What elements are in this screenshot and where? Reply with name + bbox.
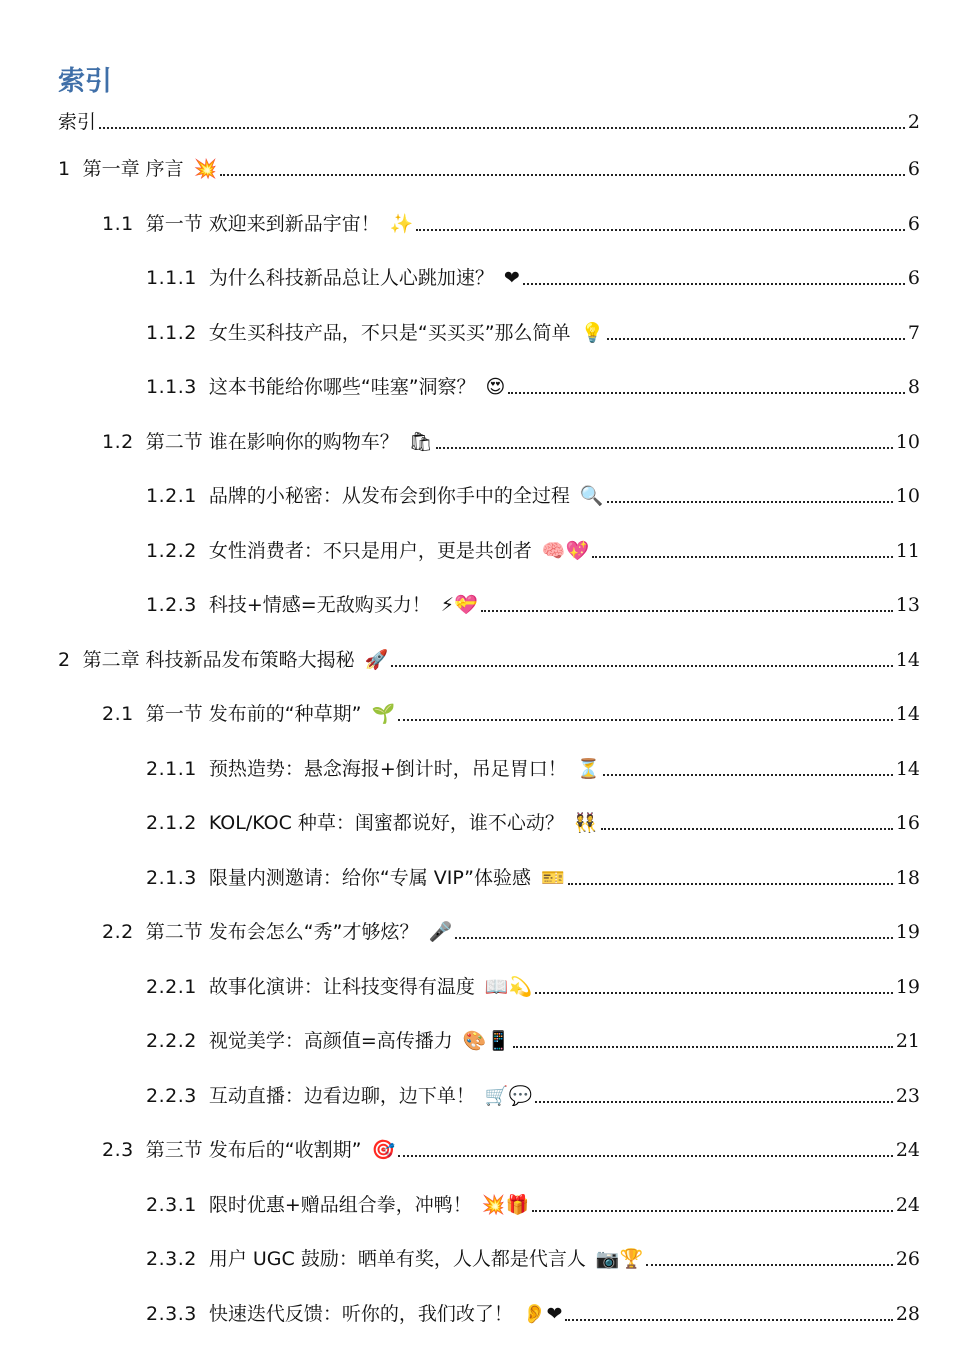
toc-entry[interactable] — [58, 469, 920, 524]
dot-leader — [607, 501, 893, 503]
dot-leader — [455, 937, 893, 939]
toc-entry-emoji-icon: ✨ — [389, 212, 414, 235]
dot-leader — [646, 1264, 893, 1266]
toc-entry[interactable] — [58, 1123, 920, 1178]
toc-entry-title: 第三节 发布后的“收割期” — [145, 1139, 362, 1162]
toc-entry-title: 科技+情感=无敌购买力！ — [208, 594, 431, 617]
toc-entry-title: 这本书能给你哪些“哇塞”洞察？ — [208, 376, 476, 399]
toc-entry-number: 1.1.1 — [146, 267, 197, 290]
toc-entry-emoji-icon: 🛍 — [408, 430, 433, 453]
toc-entry[interactable] — [58, 1287, 920, 1342]
toc-entry-number: 2.2.1 — [146, 975, 197, 998]
toc-entry-emoji-icon: 🛒💬 — [484, 1084, 533, 1107]
toc-entry-page-number: 10 — [895, 485, 920, 508]
toc-entry-emoji-icon: 😍 — [485, 376, 506, 399]
toc-entry[interactable] — [58, 306, 920, 361]
toc-entry[interactable] — [58, 1232, 920, 1287]
toc-entry-page-number: 19 — [895, 921, 920, 944]
toc-entry-number: 2.2.2 — [146, 1030, 197, 1053]
toc-entry-page-number: 28 — [895, 1302, 920, 1325]
toc-entry-number: 2.3.1 — [146, 1193, 197, 1216]
toc-entry-title: 快速迭代反馈：听你的，我们改了！ — [208, 1302, 513, 1325]
toc-entry-emoji-icon: 🧠💖 — [541, 539, 590, 562]
toc-entry-title: 品牌的小秘密：从发布会到你手中的全过程 — [208, 485, 570, 508]
toc-entry-number: 2.1 — [102, 703, 134, 726]
dot-leader — [508, 392, 905, 394]
toc-entry-title: 女性消费者：不只是用户，更是共创者 — [208, 539, 532, 562]
toc-entry-number: 1.2.3 — [146, 594, 197, 617]
toc-entry-page-number: 16 — [895, 812, 920, 835]
toc-entry[interactable] — [58, 687, 920, 742]
toc-entry-page-number: 14 — [895, 757, 920, 780]
dot-leader — [436, 447, 893, 449]
toc-entry[interactable] — [58, 905, 920, 960]
toc-entry-page-number: 8 — [907, 376, 920, 399]
toc-entry-title: 预热造势：悬念海报+倒计时，吊足胃口！ — [208, 757, 567, 780]
toc-entry[interactable] — [58, 1014, 920, 1069]
toc-entry-number: 2 — [58, 648, 71, 671]
toc-entry-title: 第二章 科技新品发布策略大揭秘 — [82, 648, 355, 671]
toc-entry-page-number: 6 — [907, 158, 920, 181]
toc-entry-emoji-icon: 💥 — [193, 158, 218, 181]
toc-entry-number: 1 — [58, 158, 71, 181]
toc-entry[interactable] — [58, 102, 920, 142]
toc-entry-title: 第一章 序言 — [82, 158, 184, 181]
toc-entry[interactable] — [58, 1069, 920, 1124]
toc-entry[interactable] — [58, 851, 920, 906]
toc-entry-number: 2.2.3 — [146, 1084, 197, 1107]
dot-leader — [220, 174, 905, 176]
toc-entry-number: 2.1.3 — [146, 866, 197, 889]
toc-entry[interactable] — [58, 360, 920, 415]
toc-entry-title: 第二节 发布会怎么“秀”才够炫？ — [145, 921, 419, 944]
toc-entry-title: 为什么科技新品总让人心跳加速？ — [208, 267, 494, 290]
toc-entry-emoji-icon: 🎨📱 — [462, 1030, 511, 1053]
dot-leader — [565, 1319, 892, 1321]
toc-entry-number: 1.2 — [102, 430, 134, 453]
toc-entry-title: 故事化演讲：让科技变得有温度 — [208, 975, 475, 998]
toc-entry-title: 索引 — [58, 111, 97, 133]
toc-list — [58, 102, 920, 1341]
toc-entry-emoji-icon: 💥🎁 — [481, 1193, 530, 1216]
dot-leader — [481, 610, 893, 612]
toc-entry-number: 1.2.2 — [146, 539, 197, 562]
toc-entry-page-number: 24 — [895, 1193, 920, 1216]
toc-entry[interactable] — [58, 251, 920, 306]
toc-entry-emoji-icon: 👂❤ — [522, 1302, 563, 1325]
toc-entry-emoji-icon: ⏳ — [576, 757, 601, 780]
toc-entry[interactable] — [58, 1178, 920, 1233]
toc-entry-number: 2.3.3 — [146, 1302, 197, 1325]
toc-entry-page-number: 7 — [907, 321, 920, 344]
toc-entry[interactable] — [58, 142, 920, 197]
toc-entry-page-number: 26 — [895, 1248, 920, 1271]
dot-leader — [398, 719, 893, 721]
toc-entry-number: 1.1 — [102, 212, 134, 235]
toc-entry-emoji-icon: 📖💫 — [484, 975, 533, 998]
toc-entry-title: 第一节 发布前的“种草期” — [145, 703, 362, 726]
dot-leader — [391, 665, 893, 667]
toc-entry[interactable] — [58, 197, 920, 252]
toc-entry-title: 女生买科技产品，不只是“买买买”那么简单 — [208, 321, 571, 344]
dot-leader — [523, 283, 905, 285]
toc-entry-emoji-icon: ❤ — [503, 267, 520, 290]
toc-entry-emoji-icon: 🎫 — [541, 866, 565, 889]
toc-entry-page-number: 21 — [895, 1030, 920, 1053]
dot-leader — [601, 828, 893, 830]
dot-leader — [416, 229, 904, 231]
toc-entry-page-number: 6 — [907, 212, 920, 235]
toc-entry-emoji-icon: ⚡💝 — [440, 594, 478, 617]
toc-entry-page-number: 11 — [895, 539, 920, 562]
toc-entry-page-number: 10 — [895, 430, 920, 453]
toc-entry-emoji-icon: 💡 — [580, 321, 605, 344]
toc-entry-page-number: 2 — [907, 111, 920, 133]
toc-entry-emoji-icon: 👯 — [573, 812, 598, 835]
toc-entry-page-number: 18 — [895, 866, 920, 889]
toc-heading: 索引 — [58, 66, 112, 97]
toc-entry-number: 1.1.2 — [146, 321, 197, 344]
toc-entry-page-number: 13 — [895, 594, 920, 617]
toc-entry-title: 第一节 欢迎来到新品宇宙！ — [145, 212, 380, 235]
toc-entry-page-number: 23 — [895, 1084, 920, 1107]
toc-entry-page-number: 14 — [895, 648, 920, 671]
dot-leader — [513, 1046, 893, 1048]
toc-entry-title: 互动直播：边看边聊，边下单！ — [208, 1084, 475, 1107]
toc-entry-emoji-icon: 🎤 — [428, 921, 453, 944]
toc-entry-emoji-icon: 🎯 — [371, 1139, 396, 1162]
toc-entry-emoji-icon: 🚀 — [364, 648, 389, 671]
toc-entry-number: 1.1.3 — [146, 376, 197, 399]
toc-entry-page-number: 14 — [895, 703, 920, 726]
toc-entry-number: 2.1.2 — [146, 812, 197, 835]
toc-entry-title: 视觉美学：高颜值=高传播力 — [208, 1030, 453, 1053]
toc-entry[interactable] — [58, 633, 920, 688]
toc-entry-title: 第二节 谁在影响你的购物车？ — [145, 430, 399, 453]
toc-entry-number: 1.2.1 — [146, 485, 197, 508]
dot-leader — [592, 556, 893, 558]
toc-entry-emoji-icon: 🔍 — [579, 485, 604, 508]
dot-leader — [398, 1155, 893, 1157]
toc-entry-title: 用户 UGC 鼓励：晒单有奖，人人都是代言人 — [208, 1248, 586, 1271]
dot-leader — [603, 774, 892, 776]
dot-leader — [535, 992, 893, 994]
dot-leader — [568, 883, 893, 885]
toc-entry-page-number: 6 — [907, 267, 920, 290]
toc-entry-number: 2.2 — [102, 921, 134, 944]
toc-entry[interactable] — [58, 415, 920, 470]
toc-entry-title: 限量内测邀请：给你“专属 VIP”体验感 — [208, 866, 531, 889]
toc-entry[interactable] — [58, 524, 920, 579]
toc-entry-number: 2.1.1 — [146, 757, 197, 780]
dot-leader — [532, 1210, 893, 1212]
dot-leader — [607, 338, 905, 340]
toc-entry[interactable] — [58, 742, 920, 797]
toc-entry-title: KOL/KOC 种草：闺蜜都说好，谁不心动？ — [208, 812, 564, 835]
toc-entry[interactable] — [58, 960, 920, 1015]
toc-entry-number: 2.3 — [102, 1139, 134, 1162]
toc-entry-number: 2.3.2 — [146, 1248, 197, 1271]
toc-entry[interactable] — [58, 796, 920, 851]
toc-entry-title: 限时优惠+赠品组合拳，冲鸭！ — [208, 1193, 472, 1216]
toc-entry-page-number: 19 — [895, 975, 920, 998]
dot-leader — [535, 1101, 893, 1103]
toc-entry-emoji-icon: 🌱 — [371, 703, 396, 726]
toc-entry-page-number: 24 — [895, 1139, 920, 1162]
dot-leader — [99, 127, 905, 129]
toc-entry-emoji-icon: 📷🏆 — [595, 1248, 644, 1271]
toc-entry[interactable] — [58, 578, 920, 633]
